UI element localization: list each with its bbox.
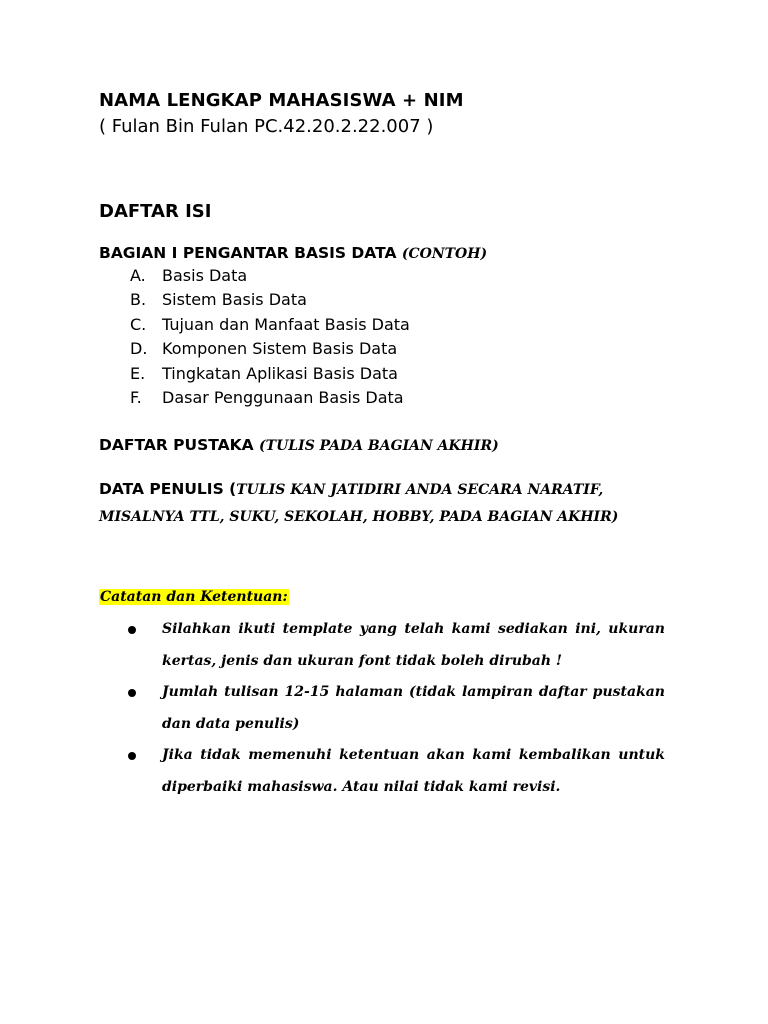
note-text: Jika tidak memenuhi ketentuan akan kami kembalikan untuk diperbaiki mahasiswa. Atau nilai tidak kami revisi. [162, 747, 665, 795]
author-data-heading-text: DATA PENULIS ( [99, 480, 237, 498]
notes-list [128, 614, 665, 803]
bullet-icon [128, 752, 136, 760]
bullet-icon [128, 626, 136, 634]
toc-item-letter: C. [130, 314, 147, 334]
bibliography-heading-text: DAFTAR PUSTAKA [99, 436, 254, 454]
bibliography-heading [99, 436, 499, 454]
toc-item-letter: F. [130, 387, 142, 407]
note-text: Silahkan ikuti template yang telah kami sediakan ini, ukuran kertas, jenis dan ukuran font tidak boleh dirubah ! [162, 621, 665, 669]
author-data-heading-note: TULIS KAN JATIDIRI ANDA SECARA NARATIF, MISALNYA TTL, SUKU, SEKOLAH, HOBBY, PADA BAGIAN AKHIR) [99, 482, 619, 525]
note-item [128, 614, 665, 677]
note-item [128, 677, 665, 740]
part1-heading-text: BAGIAN I PENGANTAR BASIS DATA [99, 244, 397, 262]
toc-item-text: Dasar Penggunaan Basis Data [162, 387, 404, 407]
notes-heading: Catatan dan Ketentuan: [100, 589, 288, 605]
author-data-heading [99, 476, 679, 530]
bibliography-heading-note: (TULIS PADA BAGIAN AKHIR) [259, 438, 499, 454]
toc-item-letter: D. [130, 339, 148, 359]
toc-item-letter: B. [130, 290, 147, 310]
toc-item-text: Sistem Basis Data [162, 290, 307, 310]
toc-item-text: Tujuan dan Manfaat Basis Data [162, 314, 410, 334]
toc-item-text: Komponen Sistem Basis Data [162, 339, 398, 359]
student-name-label: NAMA LENGKAP MAHASISWA + NIM [99, 90, 464, 111]
toc-item-text: Tingkatan Aplikasi Basis Data [162, 363, 398, 383]
note-text: Jumlah tulisan 12-15 halaman (tidak lampiran daftar pustakan dan data penulis) [162, 684, 665, 732]
toc-title: DAFTAR ISI [99, 201, 212, 222]
toc-item-letter: E. [130, 363, 146, 383]
part1-heading [99, 244, 487, 262]
bullet-icon [128, 689, 136, 697]
student-name-value: ( Fulan Bin Fulan PC.42.20.2.22.007 ) [99, 116, 434, 137]
toc-item-text: Basis Data [162, 266, 248, 285]
toc-item-letter: A. [130, 266, 146, 285]
note-item [128, 740, 665, 803]
part1-heading-note: (CONTOH) [401, 246, 488, 262]
